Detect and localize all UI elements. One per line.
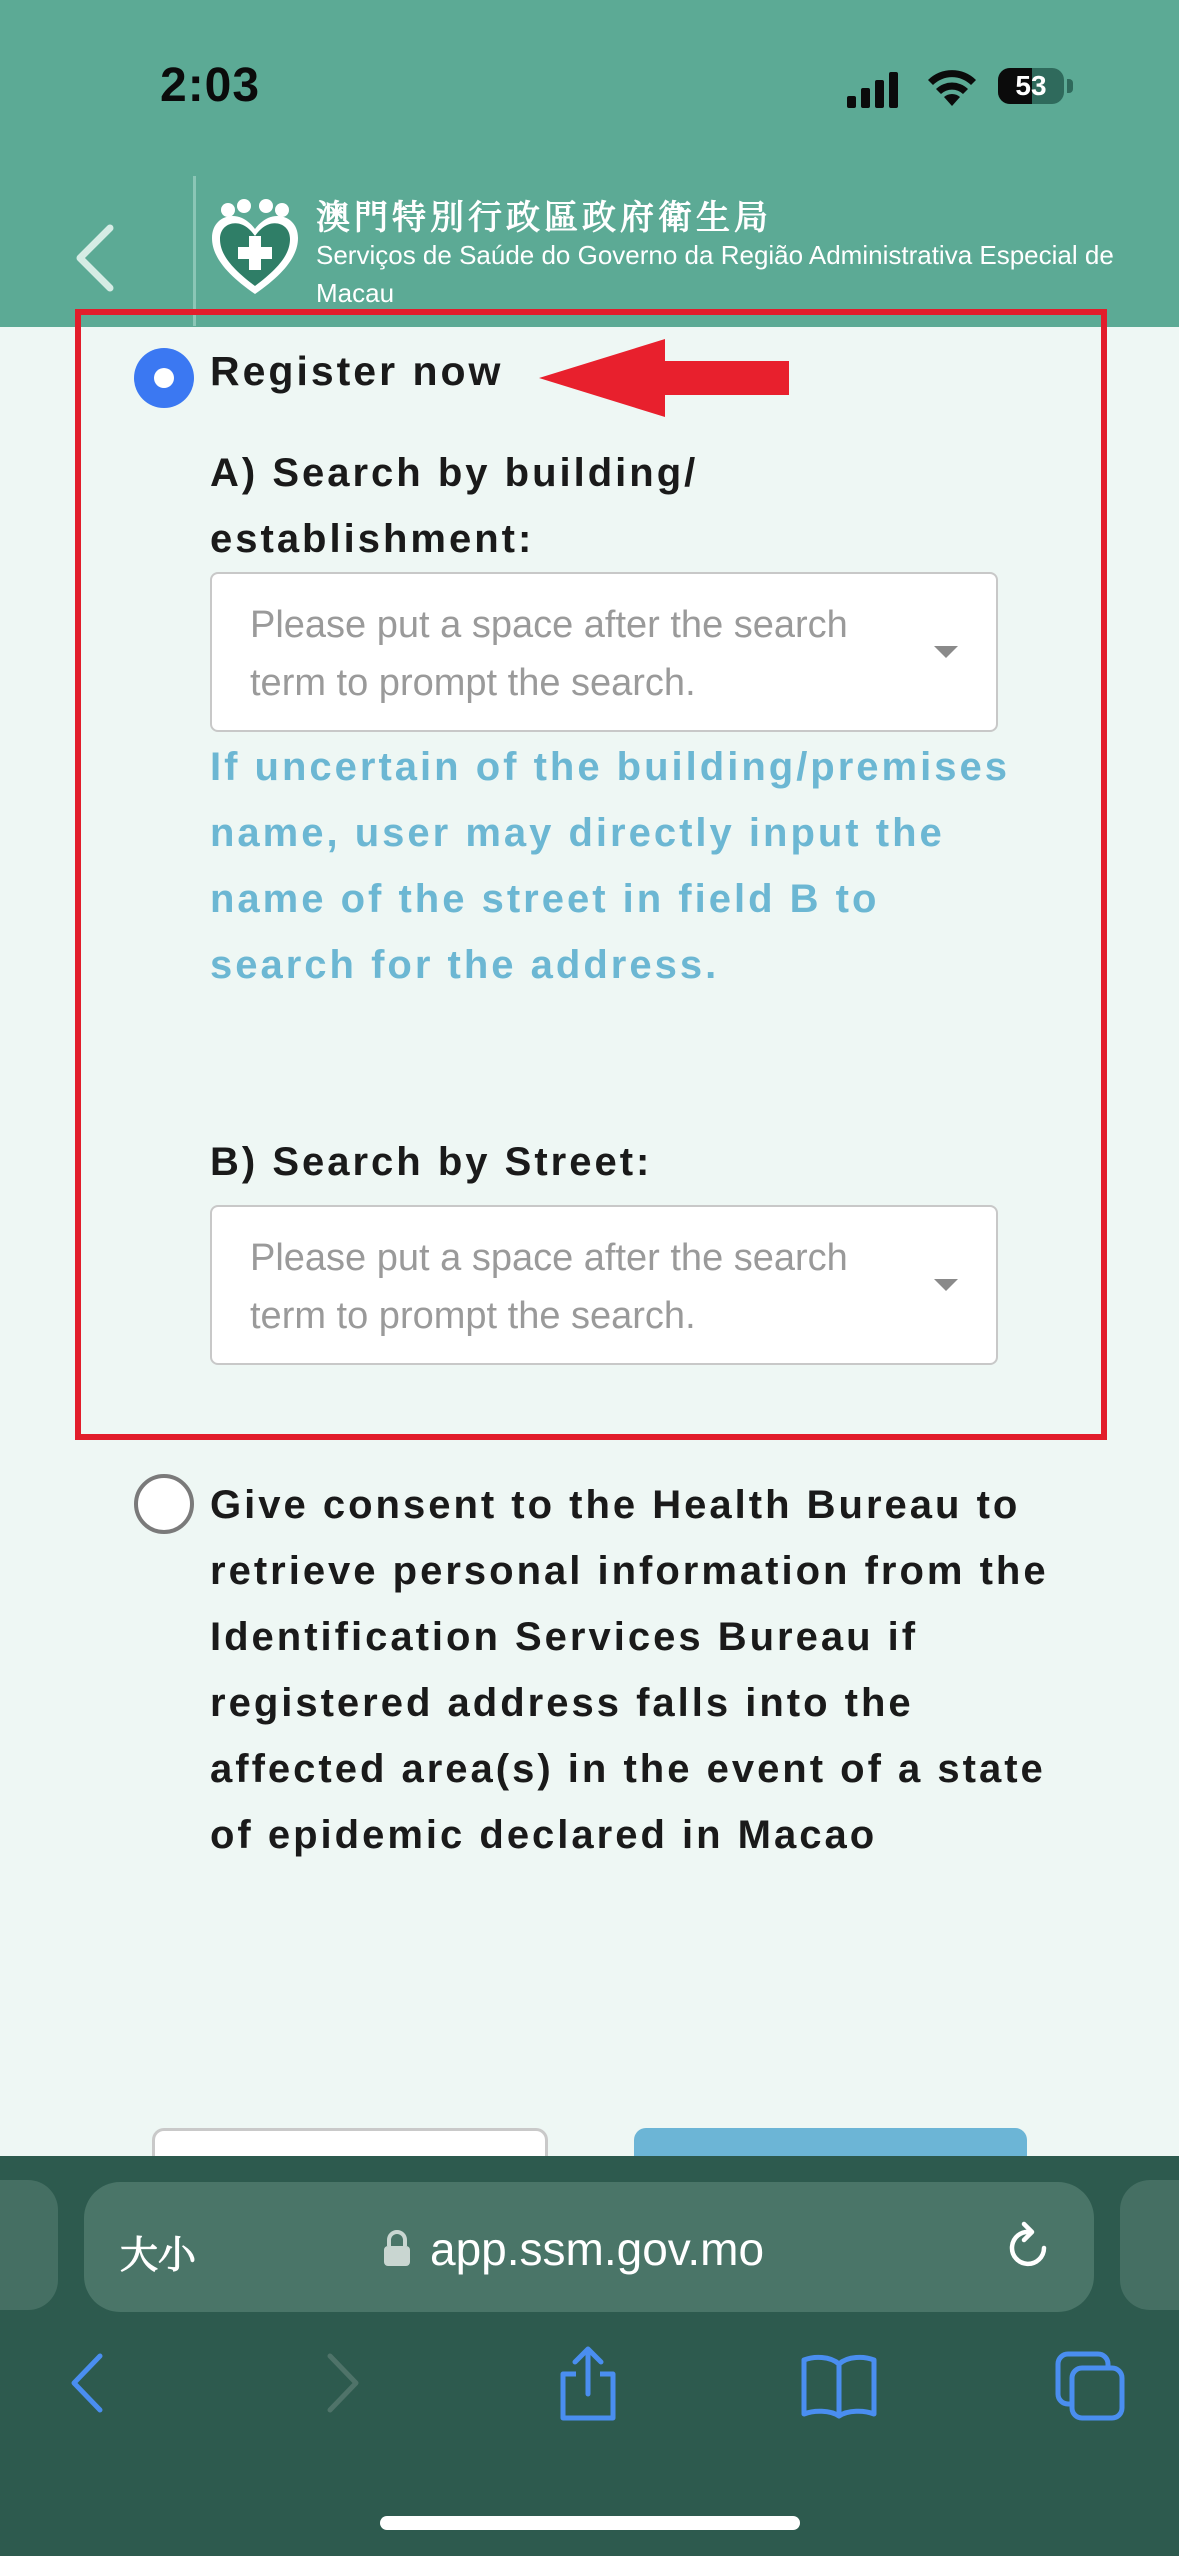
search-street-placeholder: Please put a space after the search term to prompt the search. — [250, 1237, 848, 1337]
home-indicator[interactable] — [380, 2516, 800, 2530]
consent-label[interactable]: Give consent to the Health Bureau to retrieve personal information from the Identification Services Bureau if registered address falls into the affected area(s) in the event of a state of epidemic declared in Macao — [210, 1483, 1049, 1857]
status-time: 2:03 — [160, 59, 261, 112]
register-now-radio[interactable] — [134, 348, 194, 408]
dropdown-caret-icon — [934, 1279, 958, 1291]
address-search-hint: If uncertain of the building/premises name, user may directly input the name of the street in field B to search for the address. — [210, 745, 1010, 987]
battery-level: 53 — [1015, 70, 1047, 101]
forward-arrow-icon[interactable] — [318, 2348, 368, 2418]
register-now-label[interactable]: Register now — [210, 348, 504, 394]
next-tab-preview[interactable] — [1120, 2180, 1179, 2310]
tabs-icon[interactable] — [1054, 2350, 1126, 2422]
search-building-placeholder: Please put a space after the search term to prompt the search. — [250, 604, 848, 704]
dropdown-caret-icon — [934, 646, 958, 658]
org-name-portuguese: Serviços de Saúde do Governo da Região Administrativa Especial de Macau — [316, 240, 1114, 308]
text-size-button[interactable]: 大小 — [120, 2235, 197, 2277]
share-icon[interactable] — [555, 2344, 621, 2424]
health-bureau-logo-icon — [206, 198, 304, 298]
battery-tip — [1067, 79, 1073, 93]
back-chevron-icon[interactable] — [66, 218, 126, 298]
search-building-label: A) Search by building/ establishment: — [210, 451, 699, 561]
bookmarks-icon[interactable] — [800, 2352, 878, 2420]
search-street-select[interactable] — [210, 1205, 998, 1365]
url-text[interactable]: app.ssm.gov.mo — [430, 2223, 765, 2275]
header-divider — [193, 176, 196, 326]
cellular-signal-icon — [845, 70, 905, 110]
previous-tab-preview[interactable] — [0, 2180, 58, 2310]
battery-icon — [998, 68, 1064, 104]
search-building-select[interactable] — [210, 572, 998, 732]
red-arrow-annotation — [535, 335, 795, 421]
reload-icon[interactable] — [1000, 2220, 1056, 2276]
search-street-label: B) Search by Street: — [210, 1140, 653, 1184]
lock-icon — [382, 2230, 412, 2268]
back-arrow-icon[interactable] — [62, 2348, 112, 2418]
wifi-icon — [925, 66, 979, 108]
org-name-chinese: 澳門特別行政區政府衛生局 — [316, 199, 772, 237]
consent-radio[interactable] — [134, 1474, 194, 1534]
